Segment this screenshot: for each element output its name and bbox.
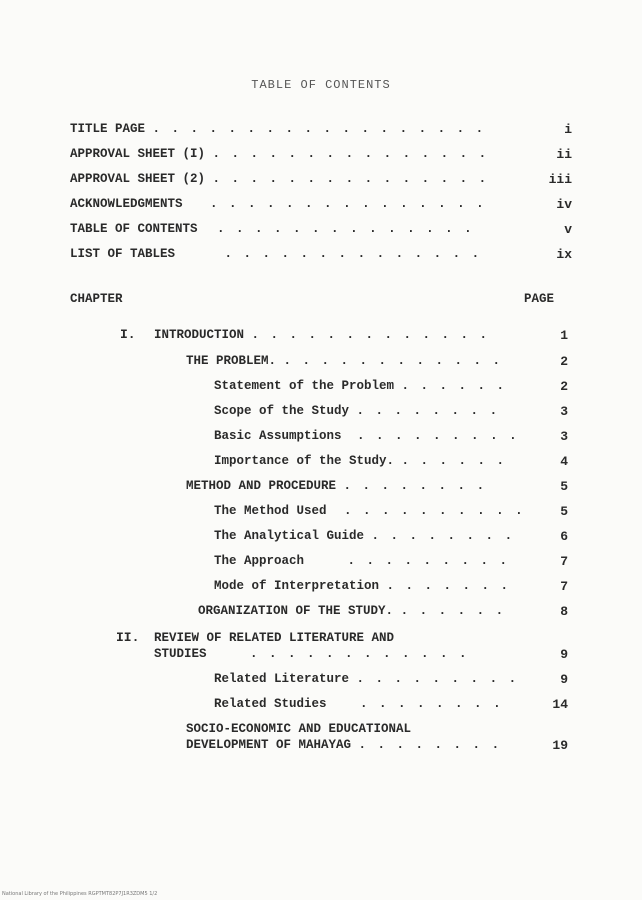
- toc-entry-the-approach: [214, 554, 509, 568]
- leader-dots: . . . . . . . .: [358, 738, 502, 752]
- page-number: i: [564, 122, 572, 137]
- entry-label: Related Literature: [214, 672, 350, 686]
- page-number: 4: [560, 454, 568, 469]
- leader-dots: . . . . . .: [400, 604, 506, 618]
- toc-entry-method-and-procedure: [186, 479, 486, 493]
- toc-entry-acknowledgments: [70, 197, 486, 211]
- leader-dots: . . . . . . . . . . . . . . . . . .: [152, 122, 486, 136]
- toc-entry-table-of-contents: [70, 222, 474, 236]
- page-number: 3: [560, 429, 568, 444]
- entry-label: APPROVAL SHEET (I): [70, 147, 206, 161]
- leader-dots: . . . . . . . . .: [347, 554, 510, 568]
- toc-entry-approval-sheet-1: [70, 147, 488, 161]
- toc-entry-the-problem: [186, 354, 502, 368]
- entry-label: ACKNOWLEDGMENTS: [70, 197, 183, 211]
- entry-label: Importance of the Study.: [214, 454, 395, 468]
- chapter-header: CHAPTER: [70, 292, 123, 306]
- chapter-number: I.: [120, 327, 136, 342]
- page-number: iii: [548, 172, 572, 187]
- entry-label: DEVELOPMENT OF MAHAYAG: [186, 738, 352, 752]
- leader-dots: . . . . . . . . . . . . . . .: [212, 172, 489, 186]
- page-number: iv: [556, 197, 572, 212]
- entry-label: Related Studies: [214, 697, 327, 711]
- toc-entry-review-of-literature-cont: [154, 647, 469, 661]
- entry-label: Scope of the Study: [214, 404, 350, 418]
- entry-label: The Approach: [214, 554, 305, 568]
- leader-dots: . . . . . . . . . . . . . . .: [212, 147, 489, 161]
- leader-dots: . . . . . .: [401, 454, 507, 468]
- leader-dots: . . . . . . . . . . . . . .: [217, 222, 474, 236]
- leader-dots: . . . . . . . . . . . . .: [251, 328, 490, 342]
- leader-dots: . . . . . . . . .: [356, 672, 519, 686]
- page-number: 19: [552, 738, 568, 753]
- leader-dots: . . . . . . . . . . . . . . .: [210, 197, 486, 211]
- page-number: v: [564, 222, 572, 237]
- page-number: 7: [560, 579, 568, 594]
- toc-entry-related-studies: [214, 697, 503, 711]
- page-number: ix: [556, 247, 572, 262]
- toc-entry-approval-sheet-2: [70, 172, 488, 186]
- toc-entry-list-of-tables: [70, 247, 481, 261]
- entry-label: APPROVAL SHEET (2): [70, 172, 206, 186]
- page-number: 14: [552, 697, 568, 712]
- leader-dots: . . . . . . . . .: [357, 429, 519, 443]
- page-number: 2: [560, 354, 568, 369]
- entry-label: ORGANIZATION OF THE STUDY.: [198, 604, 394, 618]
- leader-dots: . . . . . .: [401, 379, 507, 393]
- toc-entry-importance-of-study: [214, 454, 506, 468]
- page-number: ii: [556, 147, 572, 162]
- leader-dots: . . . . . . . . . . . .: [283, 354, 503, 368]
- toc-entry-statement-of-problem: [214, 379, 506, 393]
- toc-entry-related-literature: [214, 672, 518, 686]
- page-number: 5: [560, 504, 568, 519]
- page-number: 9: [560, 672, 568, 687]
- leader-dots: . . . . . . . .: [356, 404, 500, 418]
- entry-label: Statement of the Problem: [214, 379, 395, 393]
- page-number: 5: [560, 479, 568, 494]
- toc-entry-scope-of-study: [214, 404, 499, 418]
- page-number: 3: [560, 404, 568, 419]
- leader-dots: . . . . . . . .: [371, 529, 515, 543]
- entry-label: STUDIES: [154, 647, 207, 661]
- leader-dots: . . . . . . . . . .: [344, 504, 525, 518]
- page-header: PAGE: [524, 292, 555, 306]
- toc-entry-method-used: [214, 504, 525, 518]
- page-number: 6: [560, 529, 568, 544]
- page-number: 2: [560, 379, 568, 394]
- toc-entry-introduction: [154, 328, 489, 342]
- leader-dots: . . . . . . . . . . . . . .: [224, 247, 482, 261]
- leader-dots: . . . . . . . .: [343, 479, 487, 493]
- library-footer: National Library of the Philippines RGPTMT82P7J1R3ZDM5 1/2: [2, 891, 158, 897]
- entry-label: LIST OF TABLES: [70, 247, 176, 261]
- entry-label: TABLE OF CONTENTS: [70, 222, 198, 236]
- page-number: 1: [560, 328, 568, 343]
- toc-entry-mode-of-interpretation: [214, 579, 510, 593]
- leader-dots: . . . . . . . .: [360, 697, 503, 711]
- entry-label: The Analytical Guide: [214, 529, 365, 543]
- toc-entry-analytical-guide: [214, 529, 514, 543]
- toc-entry-basic-assumptions: [214, 429, 519, 443]
- entry-label: THE PROBLEM.: [186, 354, 277, 368]
- page-number: 9: [560, 647, 568, 662]
- chapter-number: II.: [116, 630, 140, 645]
- entry-label: Basic Assumptions: [214, 429, 342, 443]
- entry-label: TITLE PAGE: [70, 122, 146, 136]
- toc-entry-socio-economic-cont: [186, 738, 501, 752]
- entry-label: INTRODUCTION: [154, 328, 245, 342]
- entry-label: METHOD AND PROCEDURE: [186, 479, 337, 493]
- toc-entry-organization-of-study: [198, 604, 505, 618]
- page-number: 8: [560, 604, 568, 619]
- leader-dots: . . . . . . .: [386, 579, 511, 593]
- page-title: TABLE OF CONTENTS: [251, 78, 391, 92]
- page-number: 7: [560, 554, 568, 569]
- leader-dots: . . . . . . . . . . . .: [250, 647, 469, 661]
- toc-entry-title-page: [70, 122, 485, 136]
- toc-entry-review-of-literature: REVIEW OF RELATED LITERATURE AND: [154, 631, 395, 645]
- toc-entry-socio-economic: SOCIO-ECONOMIC AND EDUCATIONAL: [186, 722, 412, 736]
- entry-label: Mode of Interpretation: [214, 579, 380, 593]
- entry-label: The Method Used: [214, 504, 327, 518]
